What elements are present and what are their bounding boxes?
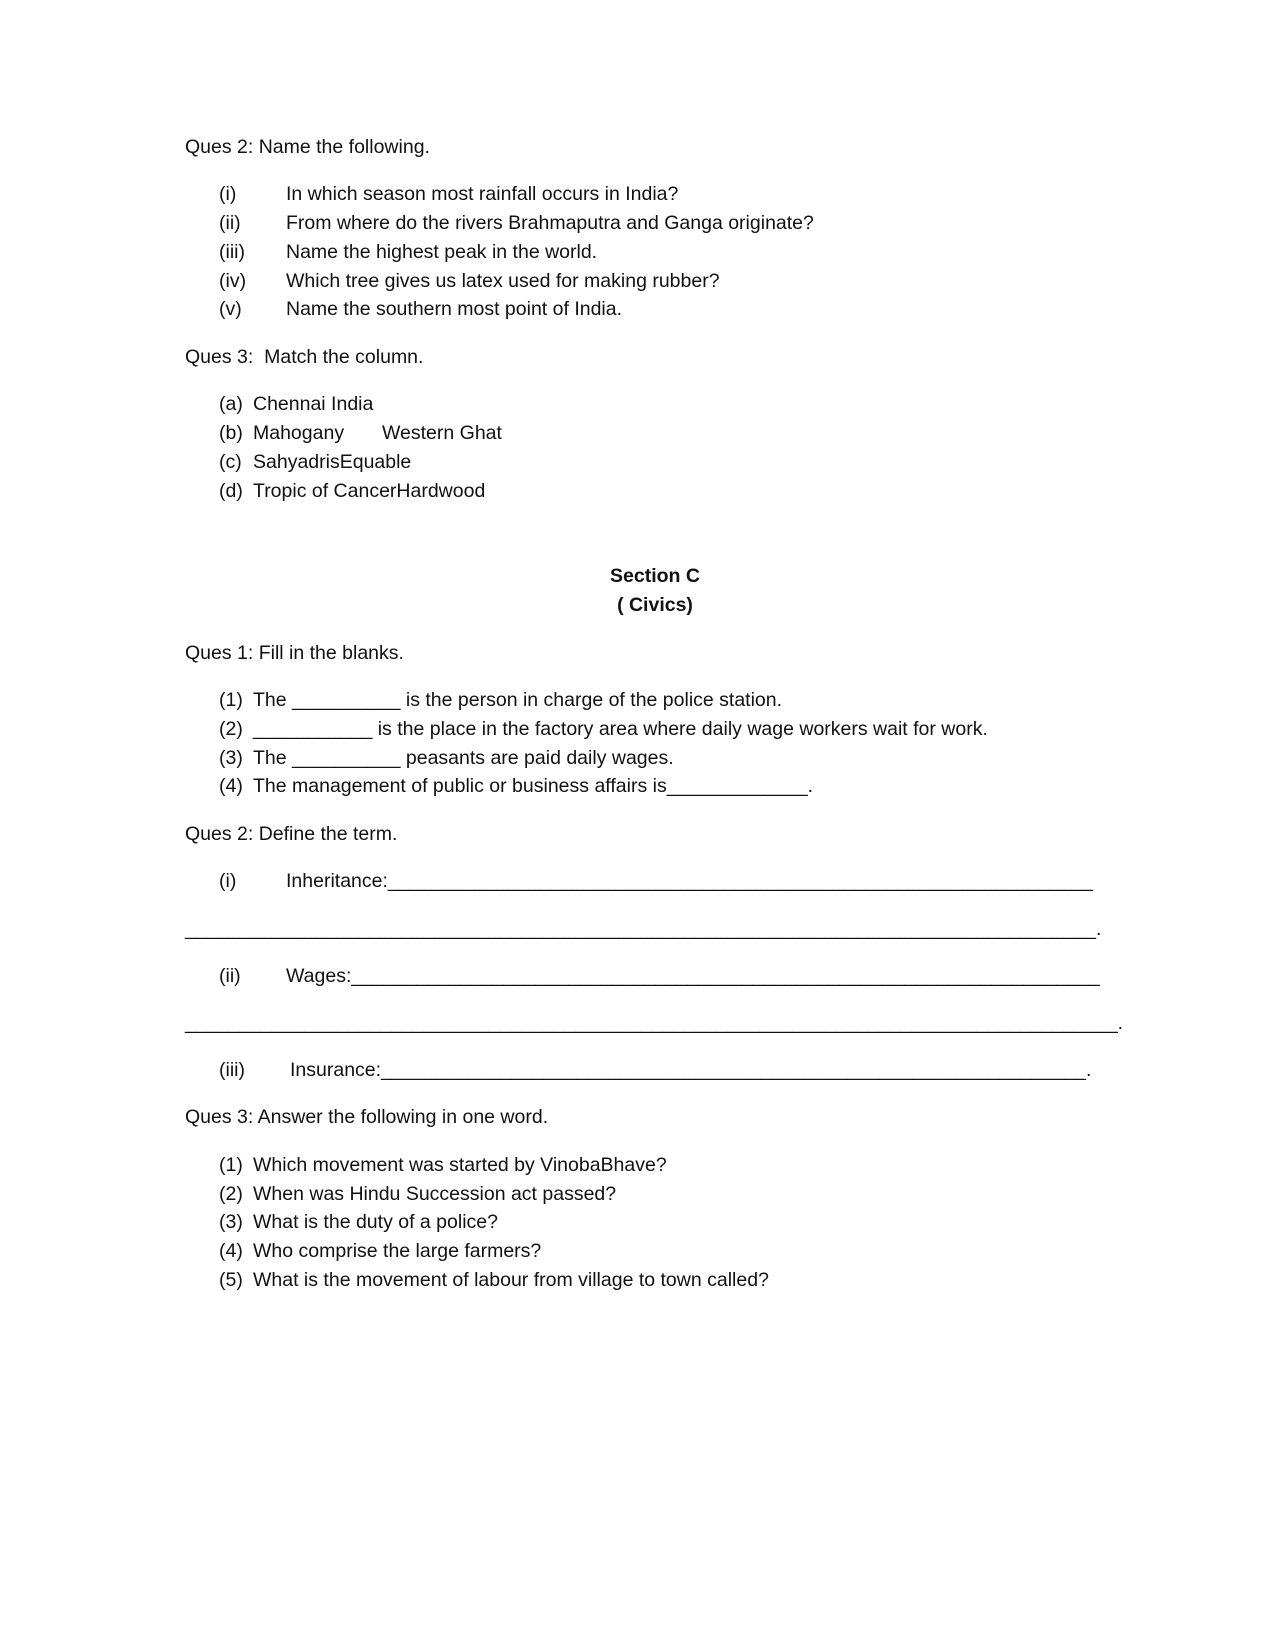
section-title: Section C (610, 565, 700, 587)
definition-item: Wages:_____________________________________________________________________ (286, 965, 1100, 987)
question-item: Name the highest peak in the world. (286, 241, 598, 263)
item-number: (5) (219, 1269, 243, 1291)
section-subtitle: ( Civics) (617, 594, 693, 616)
definition-item: Insurance:_________________________________________________________________. (290, 1059, 1092, 1081)
fill-blank-item: The __________ is the person in charge of the police station. (253, 689, 783, 711)
question-item: Name the southern most point of India. (286, 298, 623, 320)
fill-blank-item: ___________ is the place in the factory area where daily wage workers wait for work. (253, 718, 988, 740)
item-number: (d) (219, 480, 243, 502)
definition-item: Inheritance:_________________________________________________________________ (286, 870, 1093, 892)
item-number: (a) (219, 393, 243, 415)
item-number: (3) (219, 1211, 243, 1233)
fill-blank-item: The __________ peasants are paid daily wages. (253, 747, 674, 769)
answer-line: ______________________________________________________________________________________. (185, 1012, 1124, 1034)
question-item: When was Hindu Succession act passed? (253, 1183, 617, 1205)
question-heading: Ques 1: Fill in the blanks. (185, 642, 404, 664)
item-number: (iii) (219, 1059, 245, 1081)
item-number: (c) (219, 451, 242, 473)
question-item: Who comprise the large farmers? (253, 1240, 542, 1262)
item-number: (ii) (219, 212, 241, 234)
item-number: (1) (219, 689, 243, 711)
item-number: (iii) (219, 241, 245, 263)
question-item: What is the movement of labour from village to town called? (253, 1269, 769, 1291)
match-item: SahyadrisEquable (253, 451, 412, 473)
question-heading: Ques 3: Match the column. (185, 346, 424, 368)
item-number: (4) (219, 1240, 243, 1262)
item-number: (3) (219, 747, 243, 769)
question-heading: Ques 2: Name the following. (185, 136, 430, 158)
item-number: (i) (219, 870, 237, 892)
item-number: (ii) (219, 965, 241, 987)
item-number: (iv) (219, 270, 247, 292)
question-item: What is the duty of a police? (253, 1211, 498, 1233)
question-heading: Ques 2: Define the term. (185, 823, 398, 845)
question-item: In which season most rainfall occurs in India? (286, 183, 679, 205)
question-item: Which movement was started by VinobaBhave? (253, 1154, 667, 1176)
item-number: (b) (219, 422, 243, 444)
item-number: (2) (219, 718, 243, 740)
question-item: From where do the rivers Brahmaputra and Ganga originate? (286, 212, 814, 234)
item-number: (1) (219, 1154, 243, 1176)
item-number: (2) (219, 1183, 243, 1205)
match-item: Tropic of CancerHardwood (253, 480, 486, 502)
match-item: Mahogany Western Ghat (253, 422, 502, 444)
fill-blank-item: The management of public or business affairs is_____________. (253, 775, 814, 797)
item-number: (v) (219, 298, 242, 320)
match-item: Chennai India (253, 393, 374, 415)
item-number: (4) (219, 775, 243, 797)
item-number: (i) (219, 183, 237, 205)
answer-line: ____________________________________________________________________________________. (185, 918, 1102, 940)
question-heading: Ques 3: Answer the following in one word. (185, 1106, 549, 1128)
question-item: Which tree gives us latex used for making rubber? (286, 270, 720, 292)
